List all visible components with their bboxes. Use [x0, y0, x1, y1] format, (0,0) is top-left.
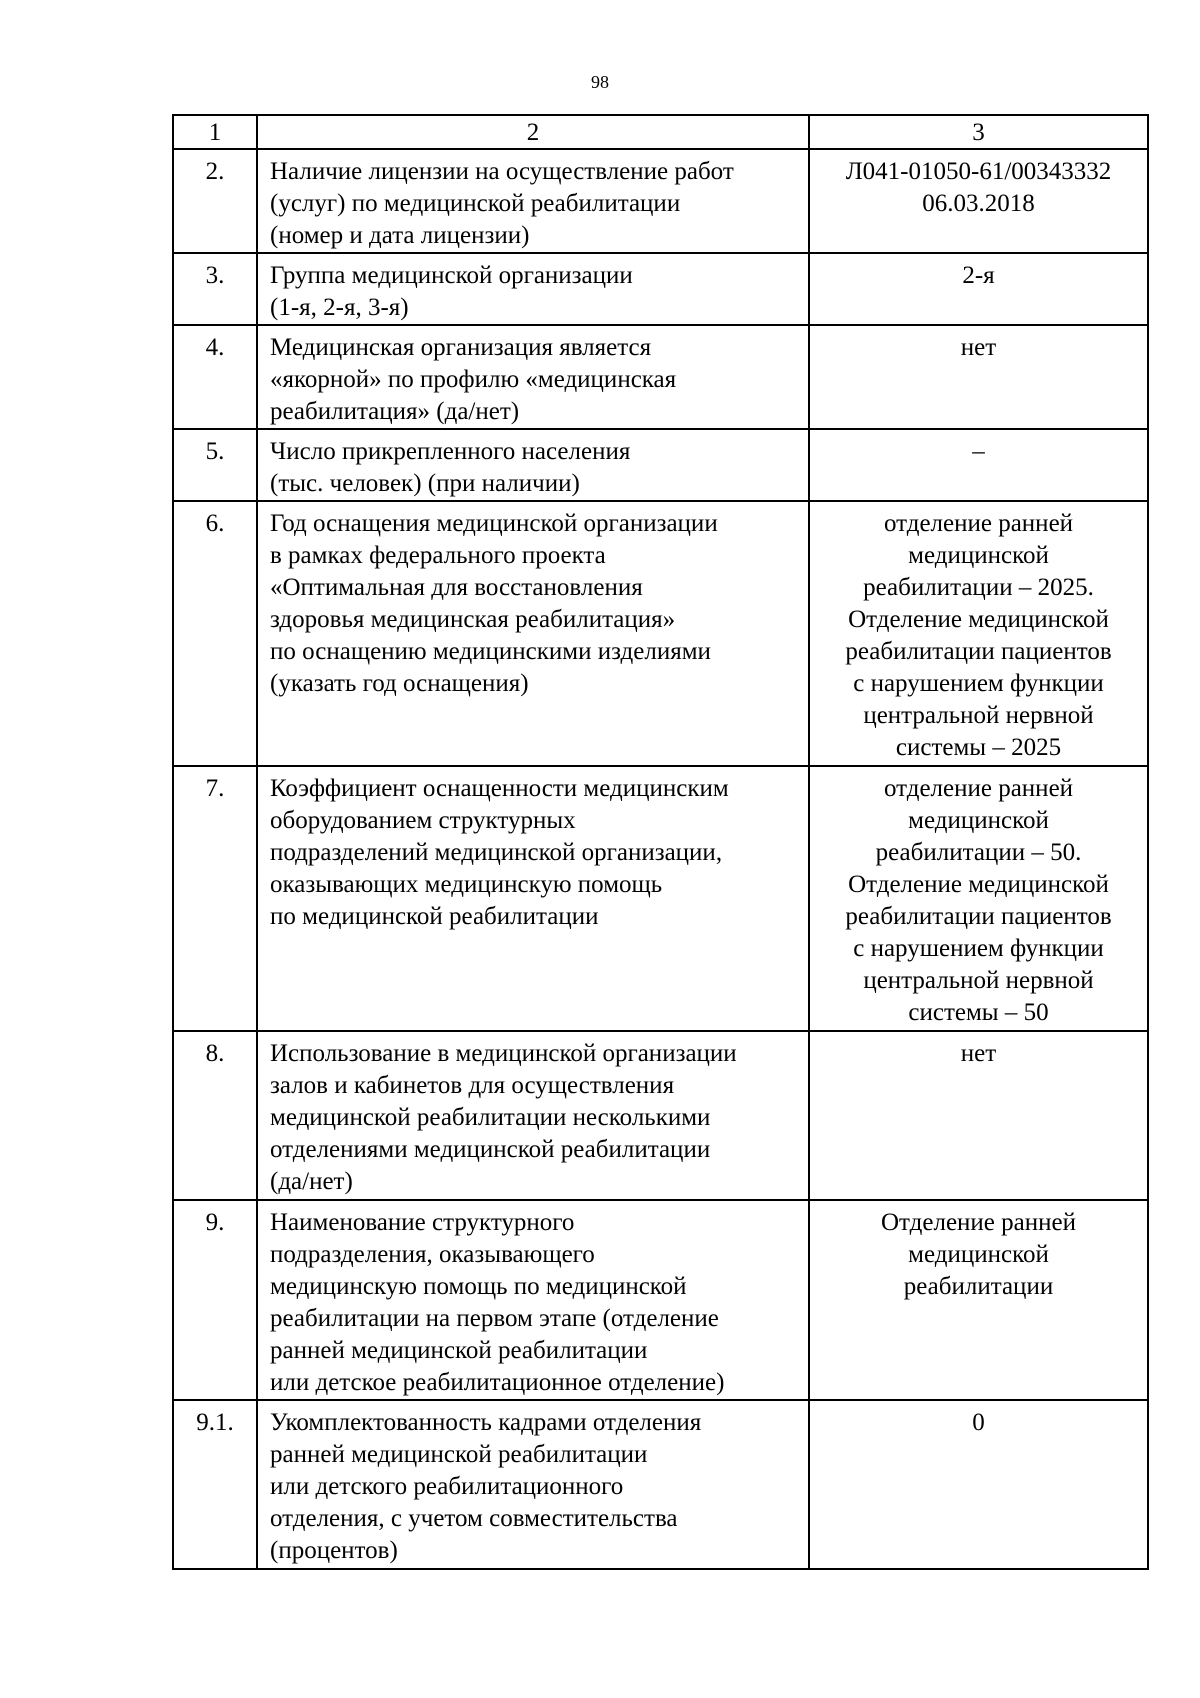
table-row [173, 501, 1148, 766]
table-row [173, 429, 1148, 501]
table-row [173, 149, 1148, 253]
page-number: 98 [591, 72, 609, 92]
row-number: 7. [173, 766, 257, 1031]
row-value: отделение ранней медицинской реабилитации – 2025. Отделение медицинской реабилитации пациентов с нарушением функции центральной нервной системы – 2025 [809, 501, 1148, 766]
table-row [173, 325, 1148, 429]
row-number: 9.1. [173, 1400, 257, 1569]
data-table [172, 114, 1149, 1570]
row-description: Наличие лицензии на осуществление работ (услуг) по медицинской реабилитации (номер и дата лицензии) [257, 149, 809, 253]
row-value: 2-я [809, 253, 1148, 325]
table-row [173, 253, 1148, 325]
table-row [173, 1200, 1148, 1400]
column-header-3: 3 [809, 115, 1148, 149]
row-value: – [809, 429, 1148, 501]
row-description: Число прикрепленного населения (тыс. человек) (при наличии) [257, 429, 809, 501]
column-header-2: 2 [257, 115, 809, 149]
row-value: 0 [809, 1400, 1148, 1569]
row-number: 2. [173, 149, 257, 253]
row-number: 6. [173, 501, 257, 766]
column-header-1: 1 [173, 115, 257, 149]
row-description: Укомплектованность кадрами отделения ранней медицинской реабилитации или детского реабилитационного отделения, с учетом совместительства (процентов) [257, 1400, 809, 1569]
table-row [173, 766, 1148, 1031]
row-description: Медицинская организация является «якорной» по профилю «медицинская реабилитация» (да/нет) [257, 325, 809, 429]
row-number: 9. [173, 1200, 257, 1400]
row-value: отделение ранней медицинской реабилитации – 50. Отделение медицинской реабилитации пациентов с нарушением функции центральной нервной системы – 50 [809, 766, 1148, 1031]
row-description: Год оснащения медицинской организации в рамках федерального проекта «Оптимальная для восстановления здоровья медицинская реабилитация» по оснащению медицинскими изделиями (указать год оснащения) [257, 501, 809, 766]
table-header-row [173, 115, 1148, 149]
row-number: 3. [173, 253, 257, 325]
row-number: 4. [173, 325, 257, 429]
row-value: нет [809, 1031, 1148, 1200]
row-number: 8. [173, 1031, 257, 1200]
row-description: Наименование структурного подразделения, оказывающего медицинскую помощь по медицинской реабилитации на первом этапе (отделение ранней медицинской реабилитации или детское реабилитационное отделение) [257, 1200, 809, 1400]
row-value: нет [809, 325, 1148, 429]
row-description: Использование в медицинской организации залов и кабинетов для осуществления медицинской реабилитации несколькими отделениями медицинской реабилитации (да/нет) [257, 1031, 809, 1200]
table-row [173, 1031, 1148, 1200]
row-description: Коэффициент оснащенности медицинским оборудованием структурных подразделений медицинской организации, оказывающих медицинскую помощь по медицинской реабилитации [257, 766, 809, 1031]
row-value: Отделение ранней медицинской реабилитации [809, 1200, 1148, 1400]
row-number: 5. [173, 429, 257, 501]
table-row [173, 1400, 1148, 1569]
row-description: Группа медицинской организации (1-я, 2-я, 3-я) [257, 253, 809, 325]
row-value: Л041-01050-61/00343332 06.03.2018 [809, 149, 1148, 253]
